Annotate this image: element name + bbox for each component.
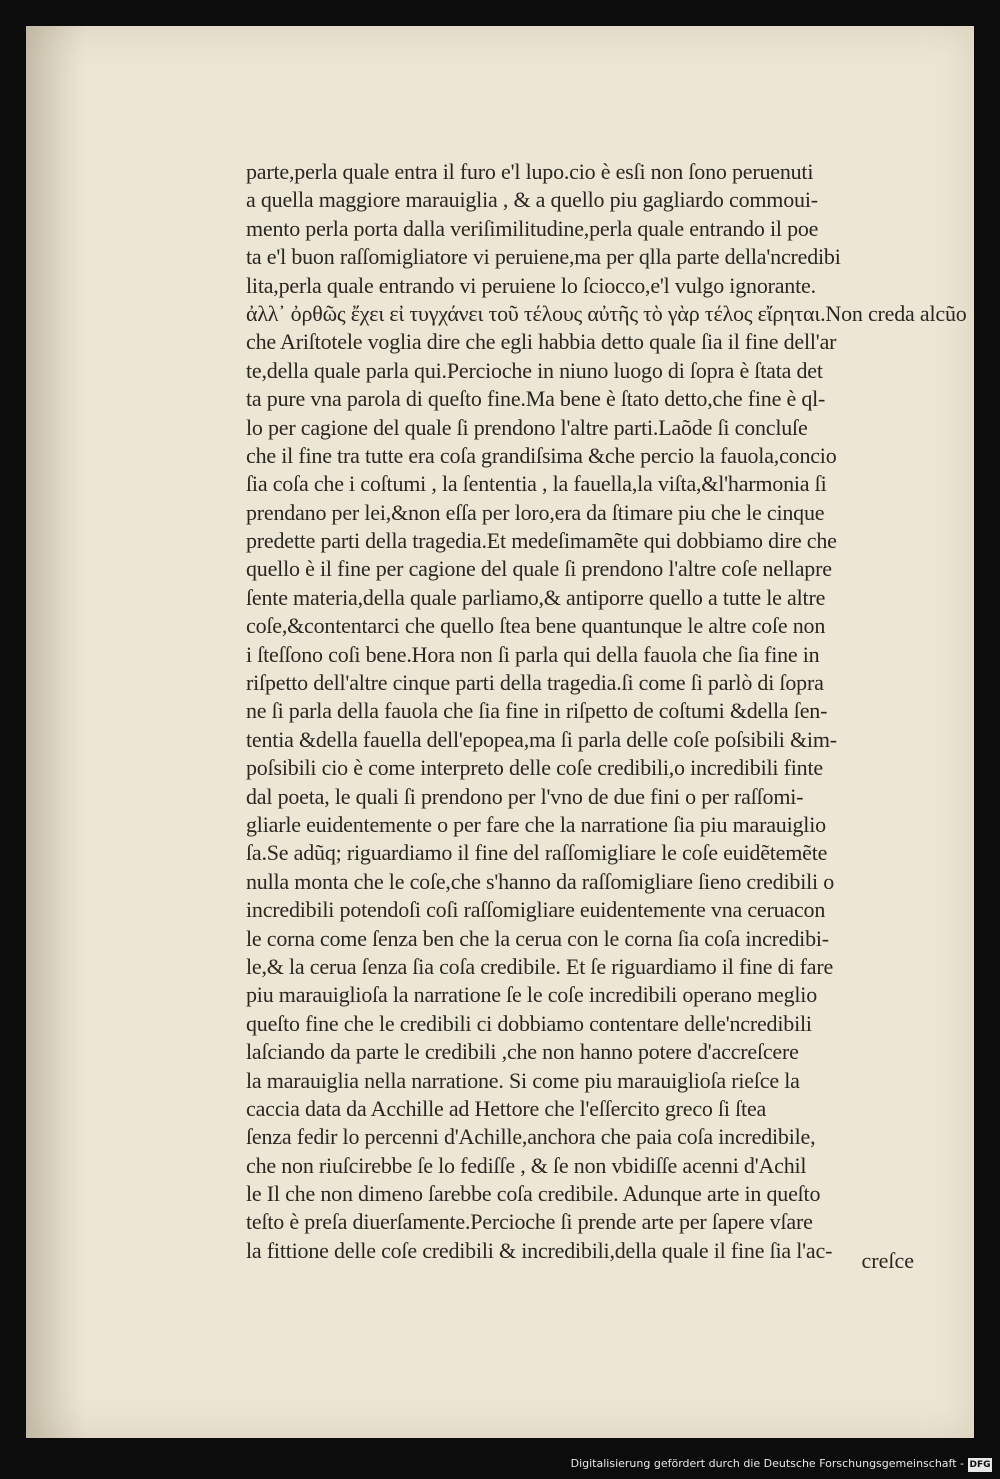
text-line: ne ſi parla della fauola che ſia fine in riſpetto de coſtumi &della ſen- bbox=[246, 698, 828, 724]
text-line: gliarle euidentemente o per fare che la narratione ſia piu marauiglio bbox=[246, 811, 826, 837]
text-line: ἀλλ᾽ ὀρθῶς ἔχει εἰ τυγχάνει τοῦ τέλους αὐτῆς τὸ γὰρ τέλος εἴρηται.Non creda alcũo bbox=[246, 300, 967, 326]
text-line: che non riuſcirebbe ſe lo fediſſe , & ſe non vbidiſſe acenni d'Achil bbox=[246, 1152, 807, 1178]
catchword: creſce bbox=[861, 1248, 914, 1273]
text-line: a quella maggiore marauiglia , & a quello piu gagliardo commoui- bbox=[246, 187, 818, 213]
text-line: ſenza fedir lo percenni d'Achille,anchora che paia coſa incredibile, bbox=[246, 1124, 816, 1150]
text-line: coſe,&contentarci che quello ſtea bene quantunque le altre coſe non bbox=[246, 613, 826, 639]
text-line: predette parti della tragedia.Et medeſimamẽte qui dobbiamo dire che bbox=[246, 528, 837, 554]
text-line: lita,perla quale entrando vi peruiene lo ſciocco,e'l vulgo ignorante. bbox=[246, 272, 816, 298]
text-line: nulla monta che le coſe,che s'hanno da raſſomigliare ſieno credibili o bbox=[246, 868, 835, 894]
text-line: che il fine tra tutte era coſa grandiſsima &che percio la fauola,concio bbox=[246, 442, 837, 468]
text-line: ſia coſa che i coſtumi , la ſententia , la fauella,la viſta,&l'harmonia ſi bbox=[246, 471, 827, 497]
digitization-credit: Digitalisierung gefördert durch die Deutsche Forschungsgemeinschaft - bbox=[570, 1457, 964, 1470]
text-line: dal poeta, le quali ſi prendono per l'vno de due fini o per raſſomi- bbox=[246, 783, 804, 809]
text-line: le,& la cerua ſenza ſia coſa credibile. Et ſe riguardiamo il fine di fare bbox=[246, 953, 834, 979]
text-line: teſto è preſa diuerſamente.Percioche ſi prende arte per ſapere vſare bbox=[246, 1209, 813, 1235]
text-line: mento perla porta dalla veriſimilitudine,perla quale entrando il poe bbox=[246, 215, 819, 241]
text-line: le Il che non dimeno ſarebbe coſa credibile. Adunque arte in queſto bbox=[246, 1181, 821, 1207]
text-line: la fittione delle coſe credibili & incredibili,della quale il fine ſia l'ac- bbox=[246, 1237, 833, 1263]
text-line: parte,perla quale entra il furo e'l lupo.cio è esſi non ſono peruenuti bbox=[246, 159, 814, 184]
body-text bbox=[246, 158, 976, 1265]
text-line: poſsibili cio è come interpreto delle coſe credibili,o incredibili finte bbox=[246, 755, 823, 781]
text-line: i ſteſſono coſi bene.Hora non ſi parla qui della fauola che ſia fine in bbox=[246, 641, 820, 667]
text-line: queſto fine che le credibili ci dobbiamo contentare delle'ncredibili bbox=[246, 1010, 812, 1036]
text-line: quello è il fine per cagione del quale ſi prendono l'altre coſe nellapre bbox=[246, 556, 832, 582]
text-line: riſpetto dell'altre cinque parti della tragedia.ſi come ſi parlò di ſopra bbox=[246, 670, 824, 696]
text-line: laſciando da parte le credibili ,che non hanno potere d'accreſcere bbox=[246, 1039, 799, 1065]
text-line: tentia &della fauella dell'epopea,ma ſi parla delle coſe poſsibili &im- bbox=[246, 726, 837, 752]
text-line: incredibili potendoſi coſi raſſomigliare euidentemente vna ceruacon bbox=[246, 897, 826, 923]
text-line: te,della quale parla qui.Percioche in niuno luogo di ſopra è ſtata det bbox=[246, 357, 823, 383]
text-line: prendano per lei,&non eſſa per loro,era da ſtimare piu che le cinque bbox=[246, 499, 825, 525]
text-line: ta e'l buon raſſomigliatore vi peruiene,ma per qlla parte della'ncredibi bbox=[246, 244, 841, 270]
book-page bbox=[26, 26, 974, 1438]
text-line: lo per cagione del quale ſi prendono l'altre parti.Laõde ſi concluſe bbox=[246, 414, 808, 440]
text-line: ta pure vna parola di queſto fine.Ma bene è ſtato detto,che fine è ql- bbox=[246, 386, 826, 412]
text-line: che Ariſtotele voglia dire che egli habbia detto quale ſia il fine dell'ar bbox=[246, 329, 837, 355]
text-line: le corna come ſenza ben che la cerua con le corna ſia coſa incredibi- bbox=[246, 925, 829, 951]
text-line: ſente materia,della quale parliamo,& antiporre quello a tutte le altre bbox=[246, 584, 826, 610]
dfg-logo: DFG bbox=[969, 1460, 991, 1470]
text-line: piu marauiglioſa la narratione ſe le coſe incredibili operano meglio bbox=[246, 982, 818, 1008]
text-line: ſa.Se adũq; riguardiamo il fine del raſſomigliare le coſe euidẽtemẽte bbox=[246, 840, 828, 866]
text-line: caccia data da Acchille ad Hettore che l'eſſercito greco ſi ſtea bbox=[246, 1095, 767, 1121]
footer-bar bbox=[0, 1438, 1000, 1479]
text-line: la marauiglia nella narratione. Si come piu marauiglioſa rieſce la bbox=[246, 1067, 800, 1093]
